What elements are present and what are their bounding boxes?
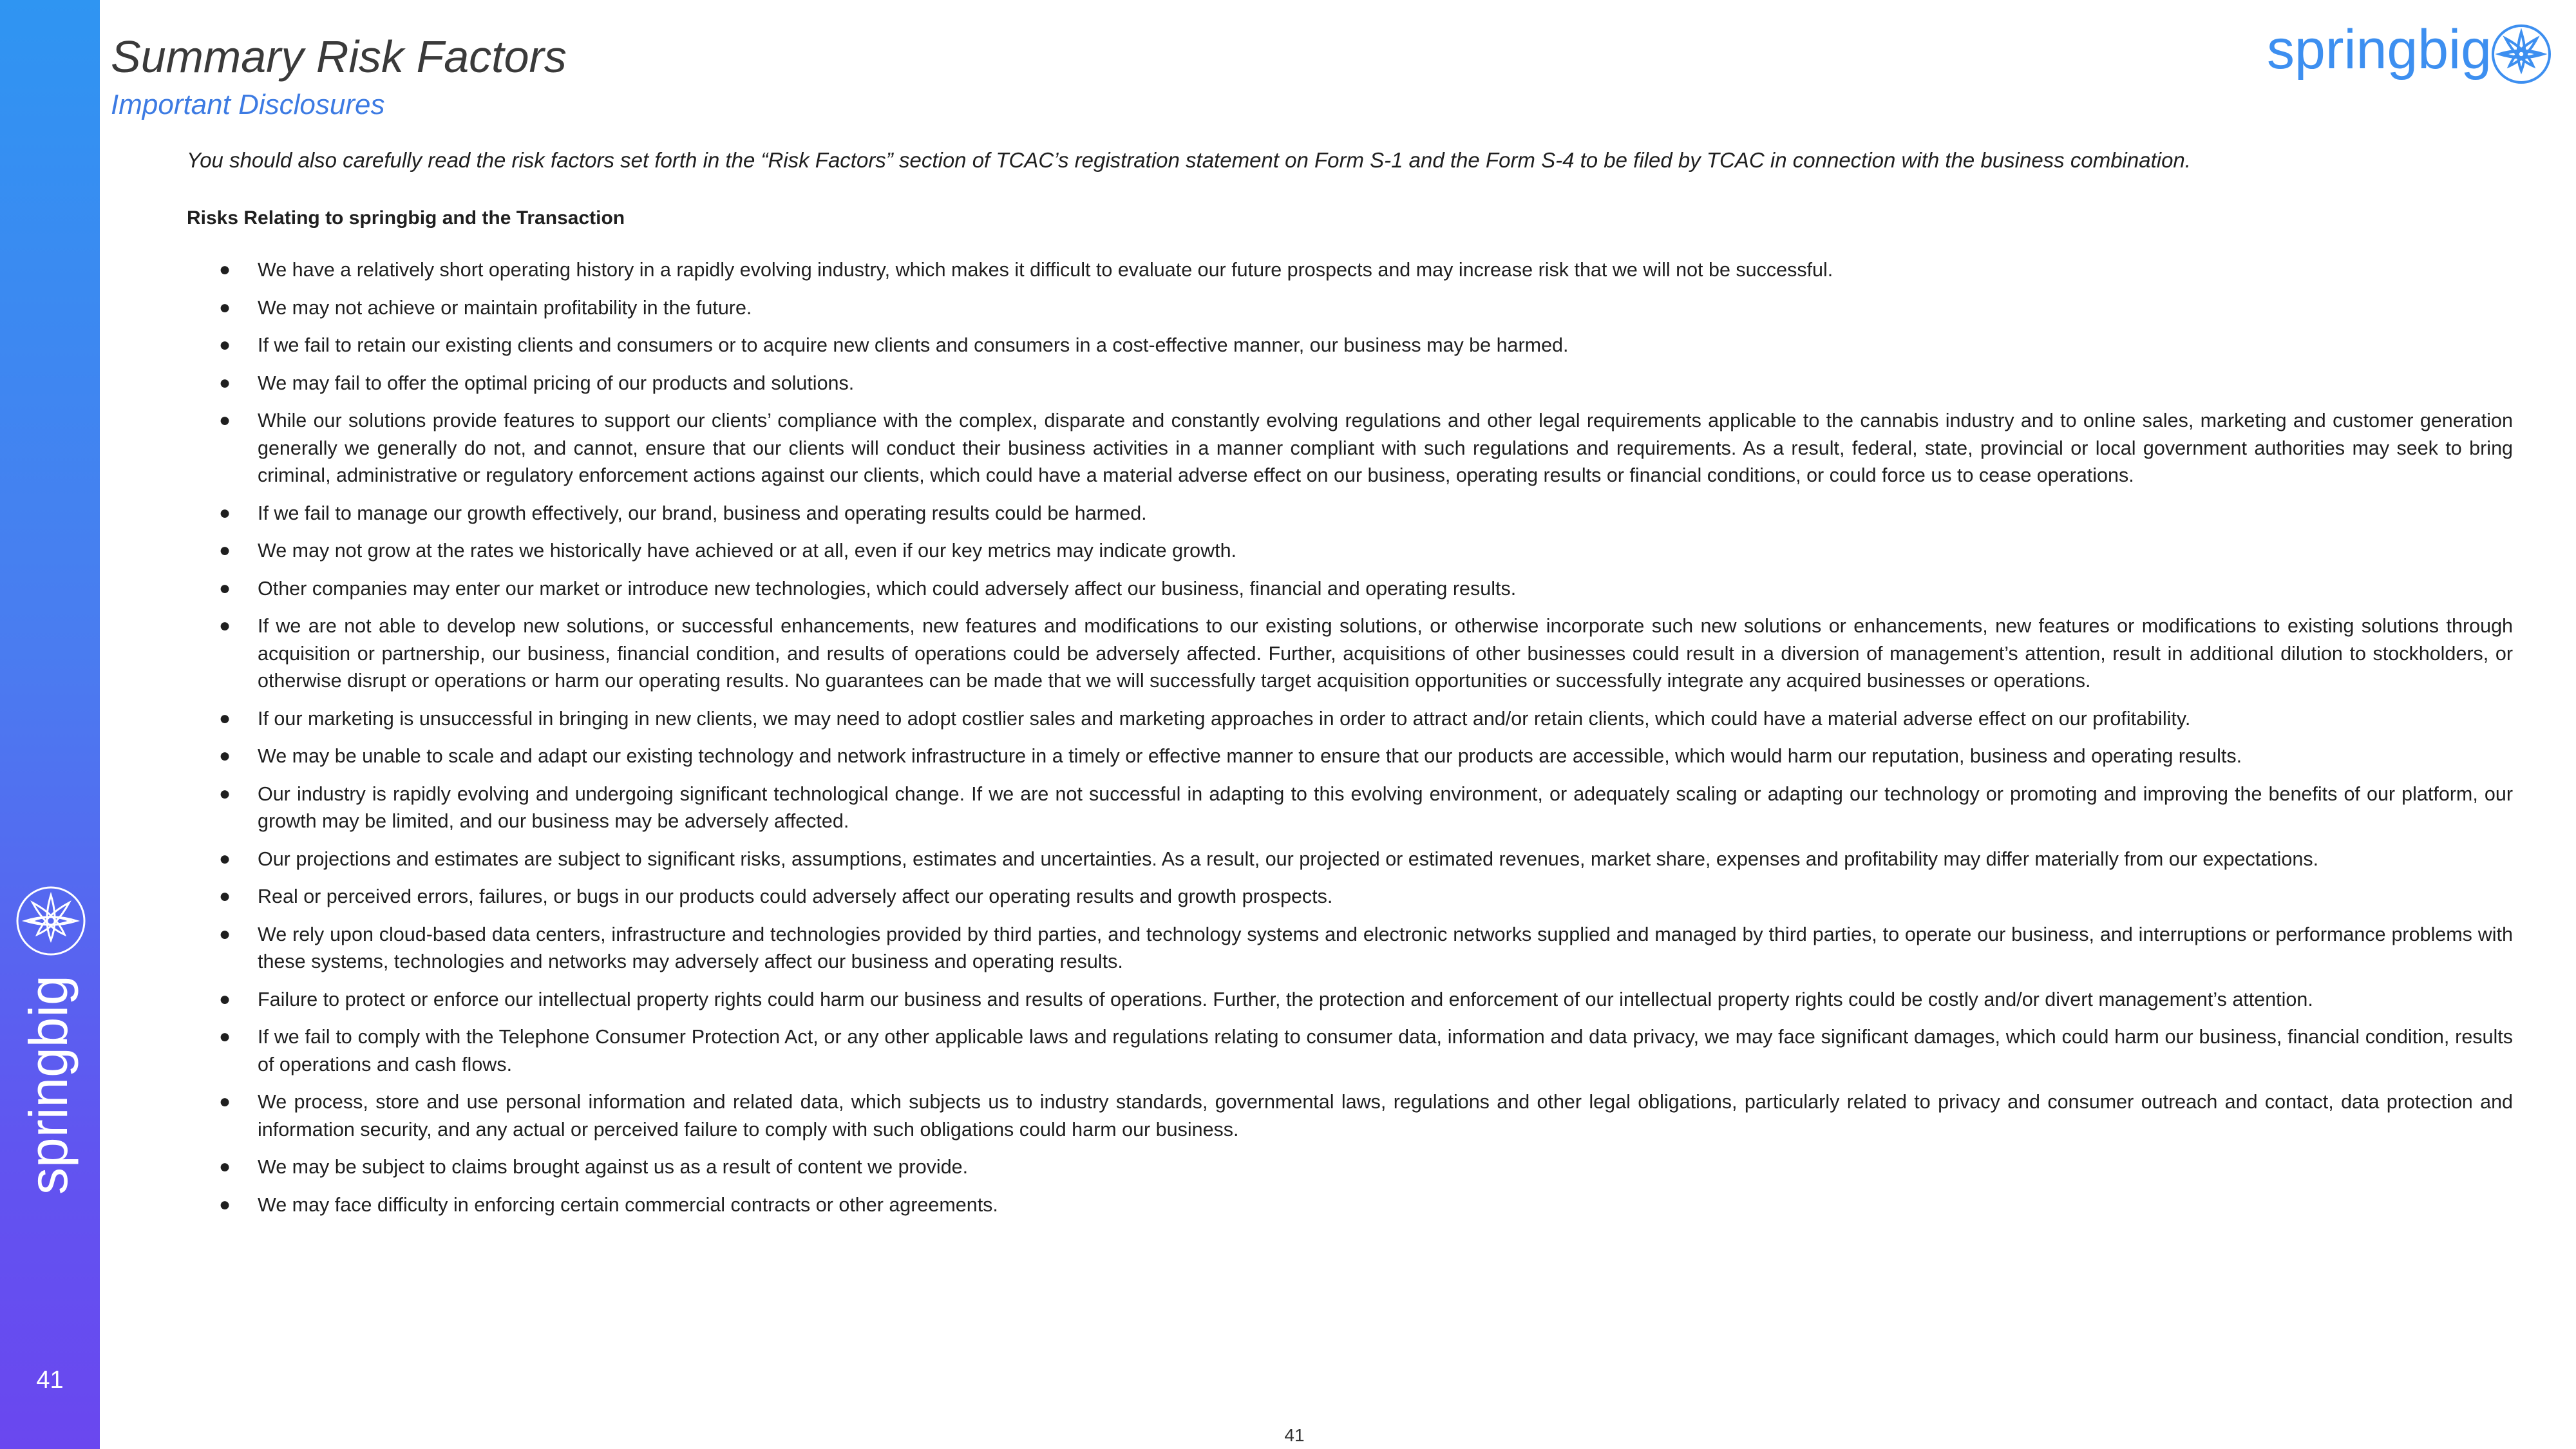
risk-item <box>187 1153 2513 1181</box>
bullet-icon: ● <box>219 886 231 907</box>
bullet-icon: ● <box>219 1091 231 1112</box>
bullet-icon: ● <box>219 577 231 599</box>
risk-text: We may fail to offer the optimal pricing of our products and solutions. <box>258 372 855 394</box>
bullet-icon: ● <box>219 988 231 1010</box>
bullet-icon: ● <box>219 502 231 524</box>
risk-item <box>187 575 2513 603</box>
risk-item <box>187 846 2513 873</box>
bullet-icon: ● <box>219 848 231 869</box>
sidebar-brand-logo <box>9 869 93 1204</box>
cannabis-leaf-icon <box>2499 32 2543 71</box>
bullet-icon: ● <box>219 923 231 945</box>
risk-text: We process, store and use personal information and related data, which subjects us to industry standards, governmental laws, regulations and other legal obligations, particularly related to privacy and consumer outreach and contact, data protection and information security, and any actual or perceived failure to comply with such obligations could harm our business. <box>258 1091 2513 1141</box>
page-subtitle: Important Disclosures <box>111 89 385 120</box>
risk-item <box>187 1023 2513 1078</box>
sidebar <box>0 0 100 1449</box>
risk-item <box>187 781 2513 835</box>
risk-text: We may not grow at the rates we historically have achieved or at all, even if our key metrics may indicate growth. <box>258 540 1237 562</box>
risk-item <box>187 332 2513 359</box>
page-title: Summary Risk Factors <box>111 32 567 82</box>
section-heading: Risks Relating to springbig and the Transaction <box>187 207 625 229</box>
risk-text: Real or perceived errors, failures, or bugs in our products could adversely affect our operating results and growth prospects. <box>258 886 1333 907</box>
bullet-icon: ● <box>219 334 231 355</box>
risk-item <box>187 537 2513 565</box>
risk-item <box>187 294 2513 322</box>
risk-text: We may be unable to scale and adapt our existing technology and network infrastructure in a timely or effective manner to ensure that our products are accessible, which would harm our reputation, business and operating results. <box>258 745 2242 767</box>
risk-item <box>187 883 2513 911</box>
risk-item <box>187 743 2513 770</box>
risk-item <box>187 612 2513 695</box>
footer-page-number: 41 <box>1284 1425 1305 1445</box>
risk-text: We may be subject to claims brought against us as a result of content we provide. <box>258 1156 969 1178</box>
risk-item <box>187 1191 2513 1219</box>
bullet-icon: ● <box>219 1156 231 1177</box>
bullet-icon: ● <box>219 296 231 318</box>
risk-item <box>187 256 2513 284</box>
risk-text: We rely upon cloud-based data centers, infrastructure and technologies provided by third parties, and technology systems and electronic networks supplied and managed by third parties, to operate our business, and interruptions or performance problems with these systems, technologies and networks may adversely affect our business and operating results. <box>258 923 2513 972</box>
sidebar-brand-wordmark: springbig <box>18 975 79 1195</box>
bullet-icon: ● <box>219 615 231 636</box>
risk-item <box>187 370 2513 397</box>
bullet-icon: ● <box>219 540 231 561</box>
risk-list <box>187 256 2513 1229</box>
bullet-icon: ● <box>219 259 231 280</box>
bullet-icon: ● <box>219 1026 231 1047</box>
risk-text: Failure to protect or enforce our intellectual property rights could harm our business and results of operations. Further, the protection and enforcement of our intellectual property rights could be costly and/or divert management’s attention. <box>258 988 2313 1010</box>
risk-text: If we fail to manage our growth effectively, our brand, business and operating results could be harmed. <box>258 502 1147 524</box>
risk-item <box>187 705 2513 733</box>
risk-text: We may not achieve or maintain profitability in the future. <box>258 296 752 319</box>
bullet-icon: ● <box>219 372 231 393</box>
bullet-icon: ● <box>219 707 231 729</box>
leaf-icon <box>25 895 77 940</box>
risk-text: If we fail to retain our existing clients and consumers or to acquire new clients and consumers in a cost-effective manner, our business may be harmed. <box>258 334 1569 356</box>
risk-text: If we are not able to develop new solutions, or successful enhancements, new features and modifications to our existing solutions, or otherwise incorporate such new solutions or enhancements, new features or modifications to existing solutions through acquisition or partnership, our business, financial condition, and results of operations could be adversely affected. Further, acquisitions of other businesses could result in a diversion of management’s attention, result in additional dilution to stockholders, or otherwise disrupt or operations or harm our operating results. No guarantees can be made that we will successfully target acquisition opportunities or successfully integrate any acquired businesses or operations. <box>258 615 2513 692</box>
intro-disclaimer: You should also carefully read the risk factors set forth in the “Risk Factors” section of TCAC’s registration statement on Form S-1 and the Form S-4 to be filed by TCAC in connection with the business combination. <box>187 148 2191 172</box>
risk-item <box>187 1088 2513 1143</box>
risk-item <box>187 407 2513 489</box>
bullet-icon: ● <box>219 782 231 804</box>
risk-text: While our solutions provide features to support our clients’ compliance with the complex, disparate and constantly evolving regulations and other legal requirements applicable to the cannabis industry and to online sales, marketing and customer generation generally we generally do not, and cannot, ensure that our clients will conduct their business activities in a manner compliant with such regulations and requirements. As a result, federal, state, provincial or local government authorities may seek to bring criminal, administrative or regulatory enforcement actions against our clients, which could have a material adverse effect on our business, operating results or financial conditions, or could force us to cease operations. <box>258 410 2513 486</box>
sidebar-page-number: 41 <box>36 1367 64 1394</box>
bullet-icon: ● <box>219 745 231 766</box>
risk-item <box>187 986 2513 1014</box>
risk-text: Other companies may enter our market or introduce new technologies, which could adversely affect our business, financial and operating results. <box>258 577 1517 600</box>
risk-item <box>187 500 2513 527</box>
bullet-icon: ● <box>219 1193 231 1215</box>
risk-text: Our industry is rapidly evolving and undergoing significant technological change. If we are not successful in adapting to this evolving environment, or adequately scaling or adapting our technology or promoting and improving the benefits of our platform, our growth may be limited, and our business may be adversely affected. <box>258 782 2513 832</box>
risk-text: Our projections and estimates are subject to significant risks, assumptions, estimates and uncertainties. As a result, our projected or estimated revenues, market share, expenses and profitability may differ materially from our expectations. <box>258 848 2319 870</box>
risk-text: If we fail to comply with the Telephone Consumer Protection Act, or any other applicable laws and regulations relating to consumer data, information and data privacy, we may face significant damages, which could harm our business, financial condition, results of operations and cash flows. <box>258 1026 2513 1075</box>
risk-text: If our marketing is unsuccessful in bringing in new clients, we may need to adopt costlier sales and marketing approaches in order to attract and/or retain clients, which could have a material adverse effect on our profitability. <box>258 707 2191 730</box>
brand-logo <box>2267 18 2563 89</box>
risk-text: We may face difficulty in enforcing certain commercial contracts or other agreements. <box>258 1193 998 1216</box>
brand-wordmark: springbig <box>2267 19 2492 80</box>
risk-text: We have a relatively short operating history in a rapidly evolving industry, which makes it difficult to evaluate our future prospects and may increase risk that we will not be successful. <box>258 259 1833 281</box>
bullet-icon: ● <box>219 410 231 431</box>
risk-item <box>187 921 2513 976</box>
